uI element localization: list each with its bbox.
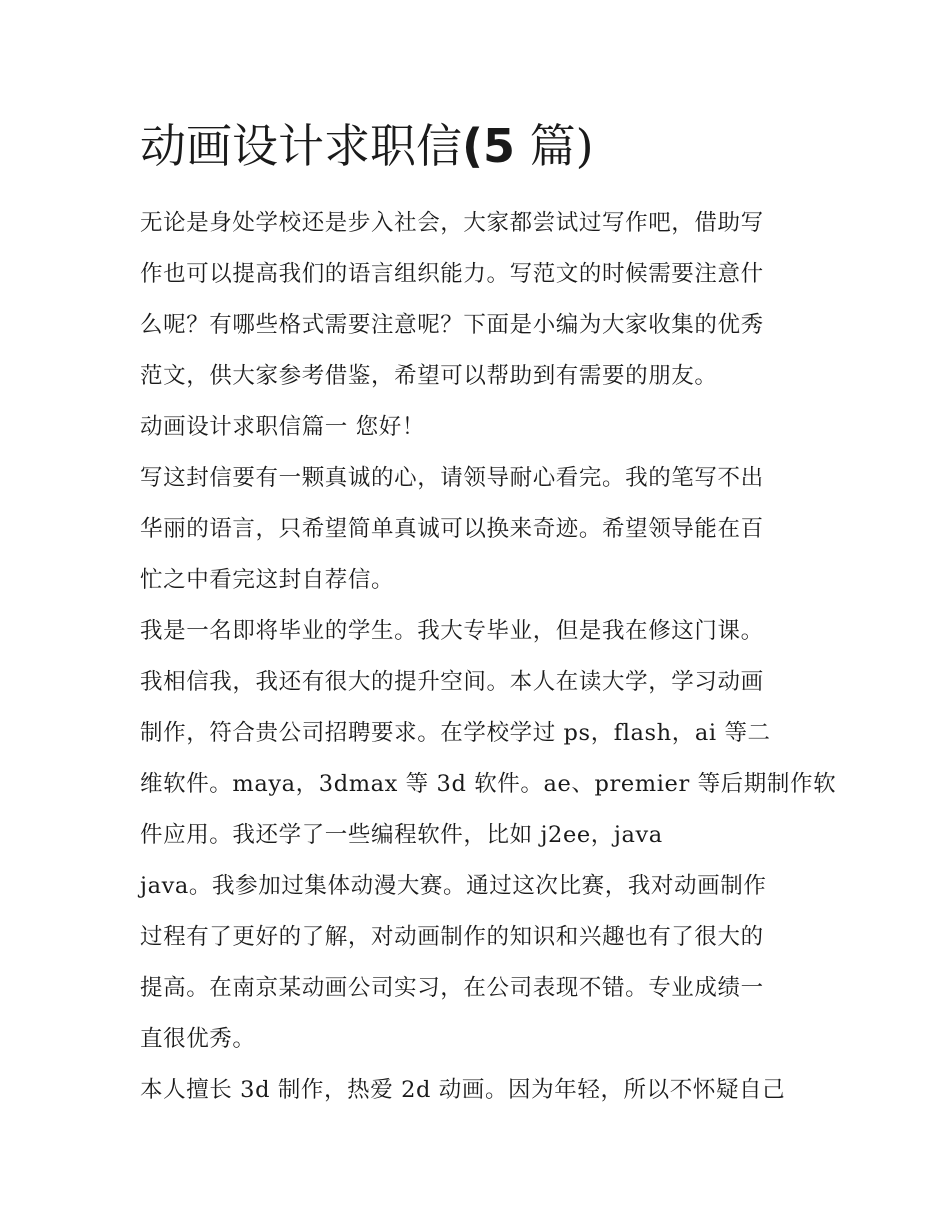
title-paren-open: ( — [462, 119, 484, 173]
title-number: 5 — [483, 119, 516, 173]
text-line: 么呢？有哪些格式需要注意呢？下面是小编为大家收集的优秀 — [140, 312, 764, 338]
text-line: 无论是身处学校还是步入社会，大家都尝试过写作吧，借助写 — [140, 210, 764, 236]
text-line: 过程有了更好的了解，对动画制作的知识和兴趣也有了很大的 — [140, 924, 764, 950]
text-line: 提高。在南京某动画公司实习，在公司表现不错。专业成绩一 — [140, 975, 764, 1001]
text-line: 华丽的语言，只希望简单真诚可以换来奇迹。希望领导能在百 — [140, 516, 764, 542]
text-line: 维软件。maya，3dmax 等 3d 软件。ae、premier 等后期制作软 — [140, 771, 837, 797]
title-main: 动画设计求职信 — [140, 119, 462, 173]
text-line: 本人擅长 3d 制作，热爱 2d 动画。因为年轻，所以不怀疑自己 — [140, 1077, 786, 1103]
text-line: 制作，符合贵公司招聘要求。在学校学过 ps，flash，ai 等二 — [140, 720, 771, 746]
text-line: 写这封信要有一颗真诚的心，请领导耐心看完。我的笔写不出 — [140, 465, 764, 491]
text-line: 件应用。我还学了一些编程软件，比如 j2ee，java — [140, 822, 663, 848]
text-line: 我相信我，我还有很大的提升空间。本人在读大学，学习动画 — [140, 669, 764, 695]
text-line: 直很优秀。 — [140, 1026, 256, 1052]
text-line: 作也可以提高我们的语言组织能力。写范文的时候需要注意什 — [140, 261, 764, 287]
document-body — [140, 112, 837, 1116]
text-line: java。我参加过集体动漫大赛。通过这次比赛，我对动画制作 — [140, 873, 767, 899]
text-line: 范文，供大家参考借鉴，希望可以帮助到有需要的朋友。 — [140, 363, 718, 389]
text-line: 忙之中看完这封自荐信。 — [140, 567, 395, 593]
text-line: 我是一名即将毕业的学生。我大专毕业，但是我在修这门课。 — [140, 618, 764, 644]
title-rest: 篇) — [515, 119, 594, 173]
document-title — [140, 112, 820, 180]
section-heading-line: 动画设计求职信篇一 您好！ — [140, 414, 425, 440]
